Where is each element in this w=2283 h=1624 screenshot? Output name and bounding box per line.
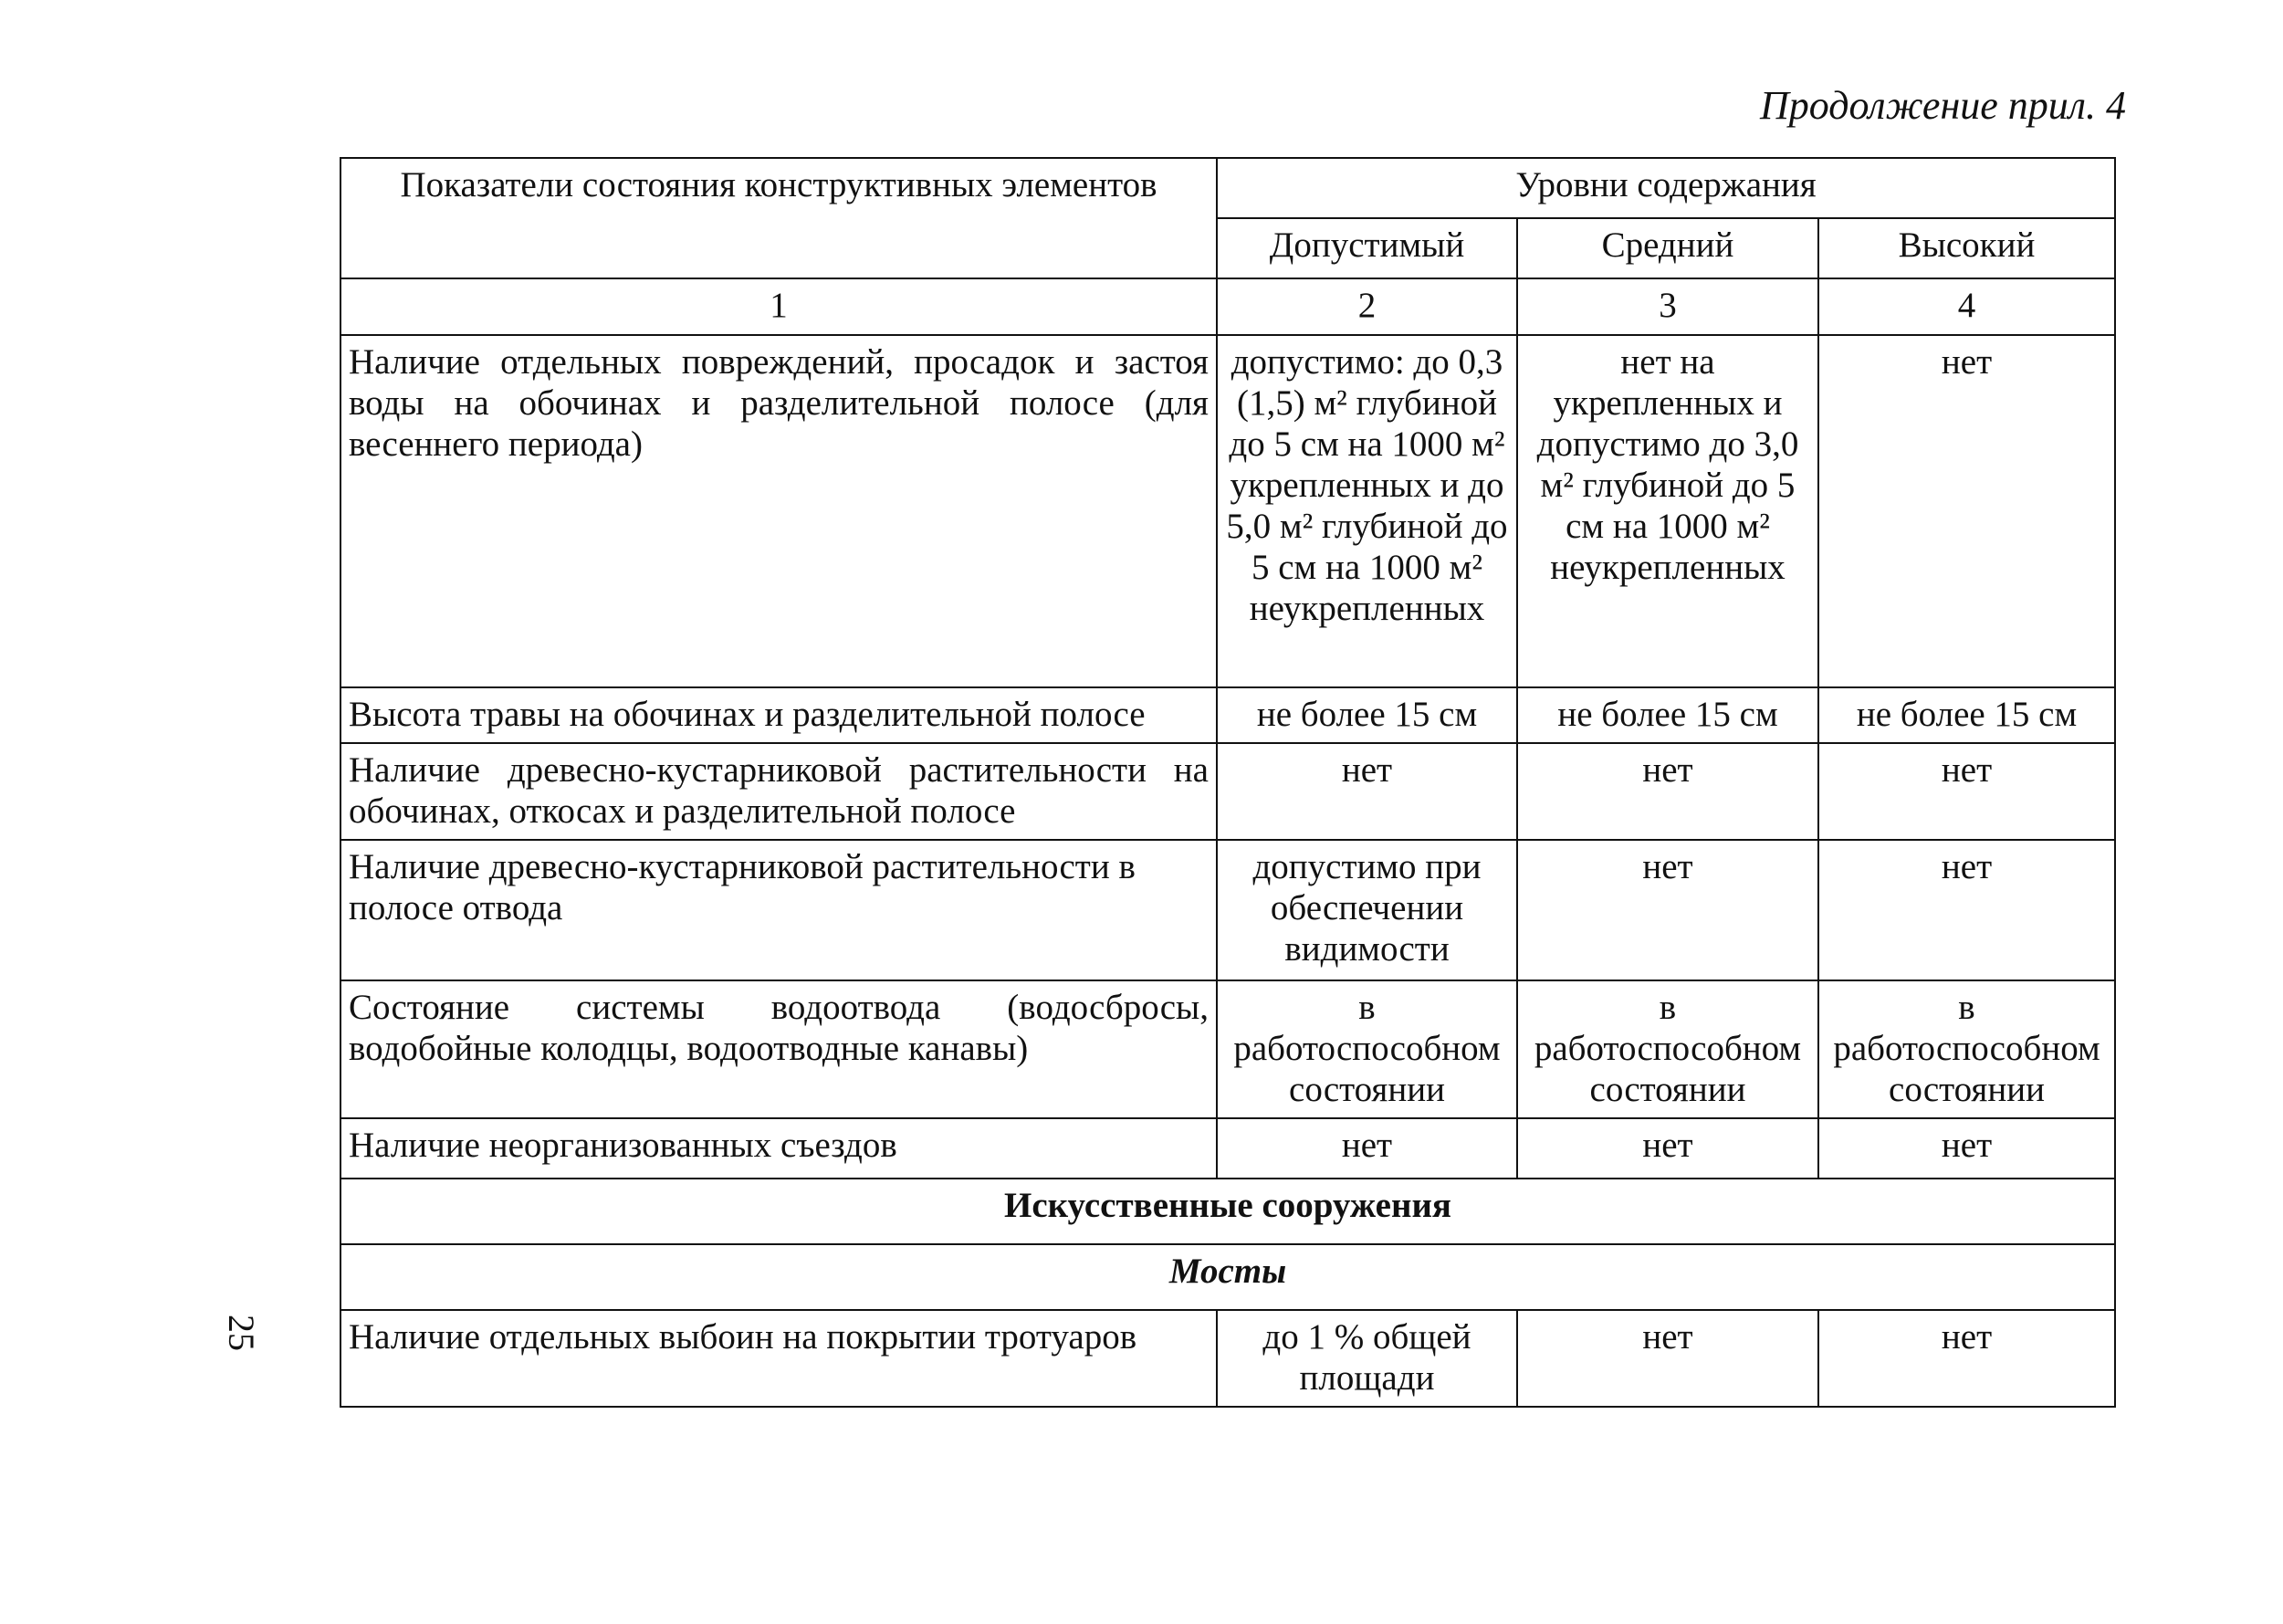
medium-cell: нет на укрепленных и допустимо до 3,0 м² глубиной до 5 см на 1000 м² неукрепленных — [1517, 335, 1818, 687]
table-row — [340, 687, 2115, 743]
table-row — [340, 335, 2115, 687]
acceptable-cell: в работоспособном состоянии — [1217, 980, 1517, 1118]
acceptable-cell: нет — [1217, 1118, 1517, 1179]
header-row-top — [340, 158, 2115, 218]
continuation-note: Продолжение прил. 4 — [1760, 83, 2126, 128]
indicator-cell: Высота травы на обочинах и разделительной полосе — [340, 687, 1217, 743]
medium-cell: не более 15 см — [1517, 687, 1818, 743]
table-row — [340, 1118, 2115, 1179]
indicator-cell: Наличие отдельных повреждений, просадок и застоя воды на обочинах и разделительной полосе (для весеннего периода) — [340, 335, 1217, 687]
table-row — [340, 840, 2115, 980]
indicator-column-header: Показатели состояния конструктивных элементов — [340, 158, 1217, 278]
high-cell: нет — [1818, 743, 2115, 840]
page-number: 25 — [221, 1315, 262, 1351]
level-medium-header: Средний — [1517, 218, 1818, 278]
column-number: 1 — [340, 278, 1217, 335]
level-acceptable-header: Допустимый — [1217, 218, 1517, 278]
indicator-cell: Состояние системы водоотвода (водосбросы, водобойные колодцы, водоотводные канавы) — [340, 980, 1217, 1118]
high-cell: нет — [1818, 1118, 2115, 1179]
section-row — [340, 1179, 2115, 1244]
indicator-cell: Наличие древесно-кустарниковой растительности на обочинах, откосах и разделительной полосе — [340, 743, 1217, 840]
column-number: 4 — [1818, 278, 2115, 335]
section-title: Искусственные сооружения — [340, 1179, 2115, 1244]
indicator-cell: Наличие неорганизованных съездов — [340, 1118, 1217, 1179]
high-cell: нет — [1818, 1310, 2115, 1407]
high-cell: нет — [1818, 335, 2115, 687]
maintenance-levels-table — [340, 157, 2116, 1408]
indicator-cell: Наличие древесно-кустарниковой растительности в полосе отвода — [340, 840, 1217, 980]
medium-cell: нет — [1517, 840, 1818, 980]
subsection-row — [340, 1244, 2115, 1310]
acceptable-cell: до 1 % общей площади — [1217, 1310, 1517, 1407]
column-number: 3 — [1517, 278, 1818, 335]
acceptable-cell: не более 15 см — [1217, 687, 1517, 743]
high-cell: не более 15 см — [1818, 687, 2115, 743]
medium-cell: нет — [1517, 1118, 1818, 1179]
column-number: 2 — [1217, 278, 1517, 335]
high-cell: в работоспособном состоянии — [1818, 980, 2115, 1118]
medium-cell: нет — [1517, 743, 1818, 840]
acceptable-cell: нет — [1217, 743, 1517, 840]
levels-header: Уровни содержания — [1217, 158, 2115, 218]
indicator-cell: Наличие отдельных выбоин на покрытии тротуаров — [340, 1310, 1217, 1407]
table-row — [340, 980, 2115, 1118]
table-row — [340, 1310, 2115, 1407]
acceptable-cell: допустимо при обеспечении видимости — [1217, 840, 1517, 980]
medium-cell: в работоспособном состоянии — [1517, 980, 1818, 1118]
high-cell: нет — [1818, 840, 2115, 980]
table-row — [340, 743, 2115, 840]
subsection-title: Мосты — [340, 1244, 2115, 1310]
medium-cell: нет — [1517, 1310, 1818, 1407]
column-number-row — [340, 278, 2115, 335]
level-high-header: Высокий — [1818, 218, 2115, 278]
acceptable-cell: допустимо: до 0,3 (1,5) м² глубиной до 5 см на 1000 м² укрепленных и до 5,0 м² глубиной до 5 см на 1000 м² неукрепленных — [1217, 335, 1517, 687]
